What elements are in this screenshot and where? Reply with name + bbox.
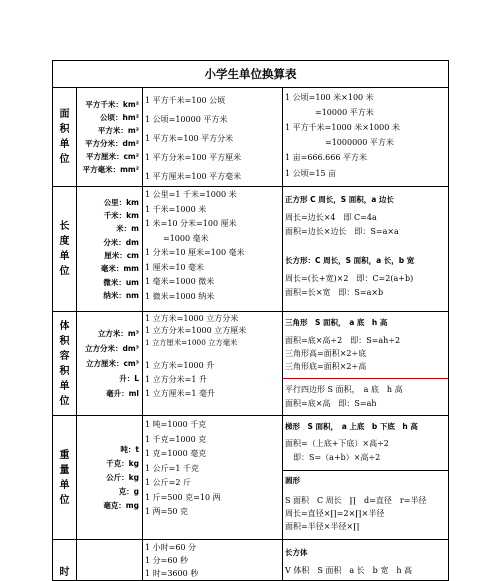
volume-equations: 1 立方米=1000 立方分米 1 立方分米=1000 立方厘米 1 立方厘米=1000 立方毫米 1 立方米=1000 升 1 立方分米=1 升 1 立方厘米=1 毫升 bbox=[143, 312, 283, 416]
volume-category-label: 体 积 容 积 单 位 bbox=[53, 312, 77, 416]
triangle-parallelogram-formulas: 三角形 S 面积， a 底 h 高 面积=底×高÷2 即：S=ah÷2 三角形高=面积×2÷底 三角形底=面积×2÷高 平行四边形 S 面积， a 底 h 高 面积=底×高 即：S=ah bbox=[283, 312, 449, 416]
length-equations: 1 公里=1 千米=1000 米 1 千米=1000 米 1 米=10 分米=100 厘米 =1000 毫米 1 分米=10 厘米=100 毫米 1 厘米=10 毫米 1 毫米=1000 微米 1 微米=1000 纳米 bbox=[143, 187, 283, 312]
table-title: 小学生单位换算表 bbox=[53, 61, 449, 88]
square-title: 正方形 C 周长，S 面积，a 边长 bbox=[285, 195, 394, 204]
area-units-list: 平方千米：km² 公顷：hm² 平方米：m² 平方分米：dm² 平方厘米：cm² 平方毫米：mm² bbox=[77, 88, 143, 187]
area-equations: 1 平方千米=100 公顷 1 公顷=10000 平方米 1 平方米=100 平方分米 1 平方分米=100 平方厘米 1 平方厘米=100 平方毫米 bbox=[143, 88, 283, 187]
square-rectangle-formulas: 正方形 C 周长，S 面积，a 边长 周长=边长×4 即 C=4a 面积=边长×边长 即：S=a×a 长方形：C 周长，S 面积，a 长，b 宽 周长=(长+宽)×2 即：C=2(a+b) 面积=长×宽 即：S=a×b bbox=[283, 187, 449, 312]
parallelogram-title: 平行四边形 S 面积， a 底 h 高 bbox=[285, 385, 403, 394]
circle-title: 圆形 bbox=[285, 476, 300, 485]
time-category-label: 时 bbox=[53, 540, 77, 581]
trapezoid-circle-formulas: 梯形 S 面积， a 上底 b 下底 h 高 面积=（上底+下底）×高÷2 即：S=（a+b）×高÷2 圆形 S 面积 C 周长 ∏ d=直径 r=半径 周长=直径×∏=2×∏×半径 面积=半径×半径×∏ bbox=[283, 416, 449, 540]
time-units-list bbox=[77, 540, 143, 581]
unit-conversion-table bbox=[52, 60, 449, 581]
weight-equations: 1 吨=1000 千克 1 千克=1000 克 1 克=1000 毫克 1 公斤=1 千克 1 公斤=2 斤 1 斤=500 克=10 两 1 两=50 克 bbox=[143, 416, 283, 540]
trapezoid-title: 梯形 S 面积， a 上底 b 下底 h 高 bbox=[285, 422, 418, 431]
area-notes: 1 公顷=100 米×100 米 =10000 平方米 1 平方千米=1000 米×1000 米 =1000000 平方米 1 亩=666.666 平方米 1 公顷=15 亩 bbox=[283, 88, 449, 187]
area-category-label: 面 积 单 位 bbox=[53, 88, 77, 187]
cuboid-formulas: 长方体 V 体积 S 面积 a 长 b 宽 h 高 bbox=[283, 540, 449, 581]
cuboid-title: 长方体 bbox=[285, 548, 308, 557]
weight-category-label: 重 量 单 位 bbox=[53, 416, 77, 540]
weight-units-list: 吨：t 千克：kg 公斤：kg 克：g 毫克：mg bbox=[77, 416, 143, 540]
volume-units-list: 立方米：m³ 立方分米：dm³ 立方厘米：cm³ 升：L 毫升：ml bbox=[77, 312, 143, 416]
rectangle-title: 长方形：C 周长，S 面积，a 长，b 宽 bbox=[285, 256, 415, 265]
time-equations: 1 小时=60 分 1 分=60 秒 1 时=3600 秒 bbox=[143, 540, 283, 581]
length-category-label: 长 度 单 位 bbox=[53, 187, 77, 312]
length-units-list: 公里：km 千米：km 米：m 分米：dm 厘米：cm 毫米：mm 微米：um 纳米：nm bbox=[77, 187, 143, 312]
triangle-title: 三角形 S 面积， a 底 h 高 bbox=[285, 318, 388, 327]
